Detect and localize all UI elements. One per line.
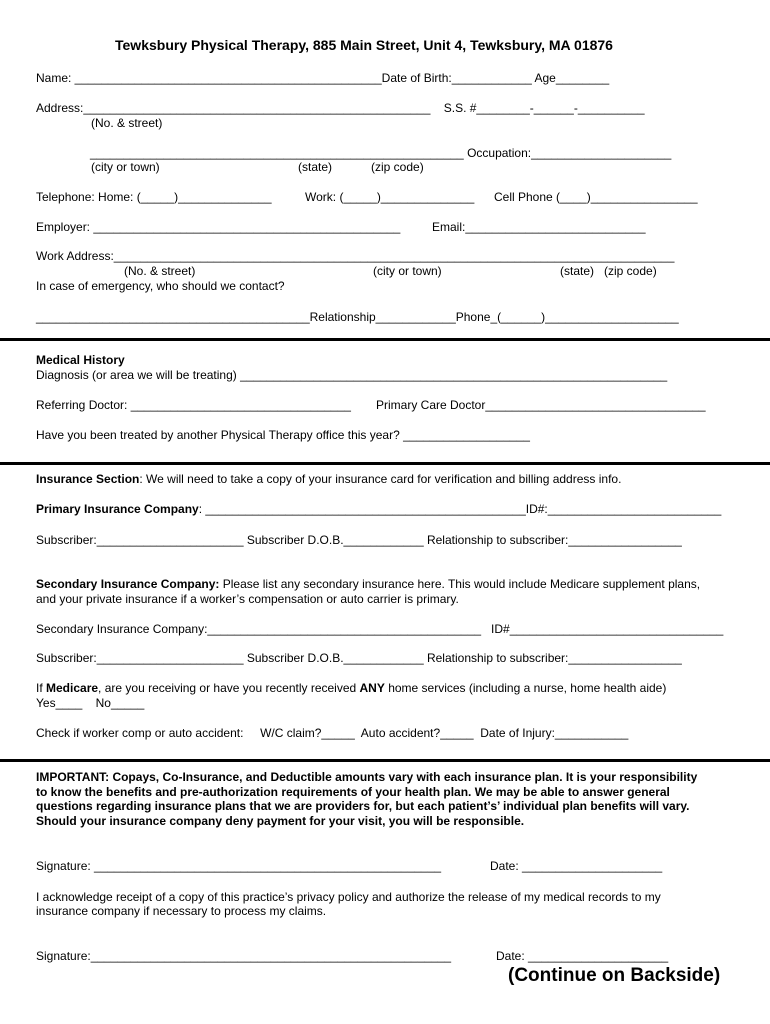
primary-insurance-field[interactable]: : ________________________________________________ID#:__________________________ [198, 502, 722, 516]
continue-backside-note: (Continue on Backside) [508, 965, 721, 986]
state-label: (state) [298, 160, 333, 174]
important-text-1: : Copays, Co-Insurance, and Deductible amounts vary with each insurance plan. It is your responsibility [105, 770, 698, 784]
secondary-subscriber-line[interactable]: Subscriber:______________________ Subscriber D.O.B.____________ Relationship to subscriber:_________________ [36, 651, 682, 665]
name-dob-age-line[interactable]: Name: ______________________________________________Date of Birth:____________ Age________ [36, 71, 610, 85]
home-phone-field[interactable]: Telephone: Home: (_____)______________ [36, 190, 272, 204]
zip-label: (zip code) [371, 160, 424, 174]
prior-treatment-field[interactable]: Have you been treated by another Physical Therapy office this year? ___________________ [36, 428, 530, 442]
address-ssn-line[interactable]: Address:____________________________________________________ S.S. #________-______-__________ [36, 101, 645, 115]
secondary-insurance-text-2: and your private insurance if a worker’s compensation or auto carrier is primary. [36, 592, 459, 606]
work-address-field[interactable]: Work Address:____________________________________________________________________________________ [36, 249, 675, 263]
insurance-section-text: : We will need to take a copy of your insurance card for verification and billing address info. [139, 472, 622, 486]
cell-phone-field[interactable]: Cell Phone (____)________________ [494, 190, 698, 204]
important-label: IMPORTANT [36, 770, 106, 784]
medicare-yes-no[interactable]: Yes____ No_____ [36, 696, 145, 710]
date-field-2[interactable]: Date: _____________________ [496, 949, 669, 963]
secondary-insurance-label: Secondary Insurance Company: [36, 577, 220, 591]
referring-doctor-field[interactable]: Referring Doctor: _________________________________ [36, 398, 351, 412]
signature-field-1[interactable]: Signature: ____________________________________________________ [36, 859, 442, 873]
primary-insurance-label: Primary Insurance Company [36, 502, 199, 516]
primary-subscriber-line[interactable]: Subscriber:______________________ Subscriber D.O.B.____________ Relationship to subscriber:_________________ [36, 533, 682, 547]
important-line-4: Should your insurance company deny payment for your visit, you will be responsible. [36, 814, 525, 828]
privacy-acknowledgement-2: insurance company if necessary to process my claims. [36, 904, 327, 918]
signature-field-2[interactable]: Signature:______________________________________________________ [36, 949, 452, 963]
address-street-label: (No. & street) [91, 116, 163, 130]
medicare-any: ANY [359, 681, 385, 695]
employer-field[interactable]: Employer: ______________________________________________ [36, 220, 401, 234]
section-divider [0, 759, 770, 762]
city-occupation-line[interactable]: ________________________________________________________ Occupation:_____________________ [90, 146, 672, 160]
emergency-question: In case of emergency, who should we contact? [36, 279, 285, 293]
important-line-3: questions regarding insurance plans that we are providers for, but each patient’s’ individual plan benefits will vary. [36, 799, 690, 813]
insurance-section-intro [36, 472, 621, 486]
city-label: (city or town) [91, 160, 160, 174]
insurance-section-heading: Insurance Section [36, 472, 140, 486]
section-divider [0, 462, 770, 465]
medical-history-heading: Medical History [36, 353, 125, 367]
emergency-contact-line[interactable]: _________________________________________Relationship____________Phone_(______)____________________ [36, 310, 679, 324]
email-field[interactable]: Email:___________________________ [432, 220, 646, 234]
medicare-bold: Medicare [46, 681, 99, 695]
medicare-rest: home services (including a nurse, home health aide) [384, 681, 667, 695]
primary-insurance-line[interactable] [36, 502, 721, 516]
privacy-acknowledgement-1: I acknowledge receipt of a copy of this practice’s privacy policy and authorize the release of my medical records to my [36, 890, 661, 904]
secondary-insurance-intro [36, 577, 700, 591]
date-field-1[interactable]: Date: _____________________ [490, 859, 663, 873]
work-address-city-label: (city or town) [373, 264, 442, 278]
page-title: Tewksbury Physical Therapy, 885 Main Street, Unit 4, Tewksbury, MA 01876 [115, 37, 613, 53]
medicare-mid: , are you receiving or have you recently received [98, 681, 360, 695]
work-address-state-zip-label: (state) (zip code) [560, 264, 657, 278]
medicare-if: If [36, 681, 47, 695]
accident-check-line[interactable]: Check if worker comp or auto accident: W/C claim?_____ Auto accident?_____ Date of Injury:___________ [36, 726, 629, 740]
medicare-question [36, 681, 666, 695]
important-line-1 [36, 770, 697, 784]
important-line-2: to know the benefits and pre-authorization requirements of your health plan. We may be able to answer general [36, 785, 670, 799]
section-divider [0, 338, 770, 341]
primary-care-doctor-field[interactable]: Primary Care Doctor_________________________________ [376, 398, 706, 412]
work-phone-field[interactable]: Work: (_____)______________ [305, 190, 475, 204]
work-address-street-label: (No. & street) [124, 264, 196, 278]
secondary-insurance-text: Please list any secondary insurance here. This would include Medicare supplement plans, [219, 577, 701, 591]
diagnosis-field[interactable]: Diagnosis (or area we will be treating) ________________________________________________________________ [36, 368, 668, 382]
secondary-insurance-company-field[interactable]: Secondary Insurance Company:_________________________________________ ID#________________________________ [36, 622, 724, 636]
